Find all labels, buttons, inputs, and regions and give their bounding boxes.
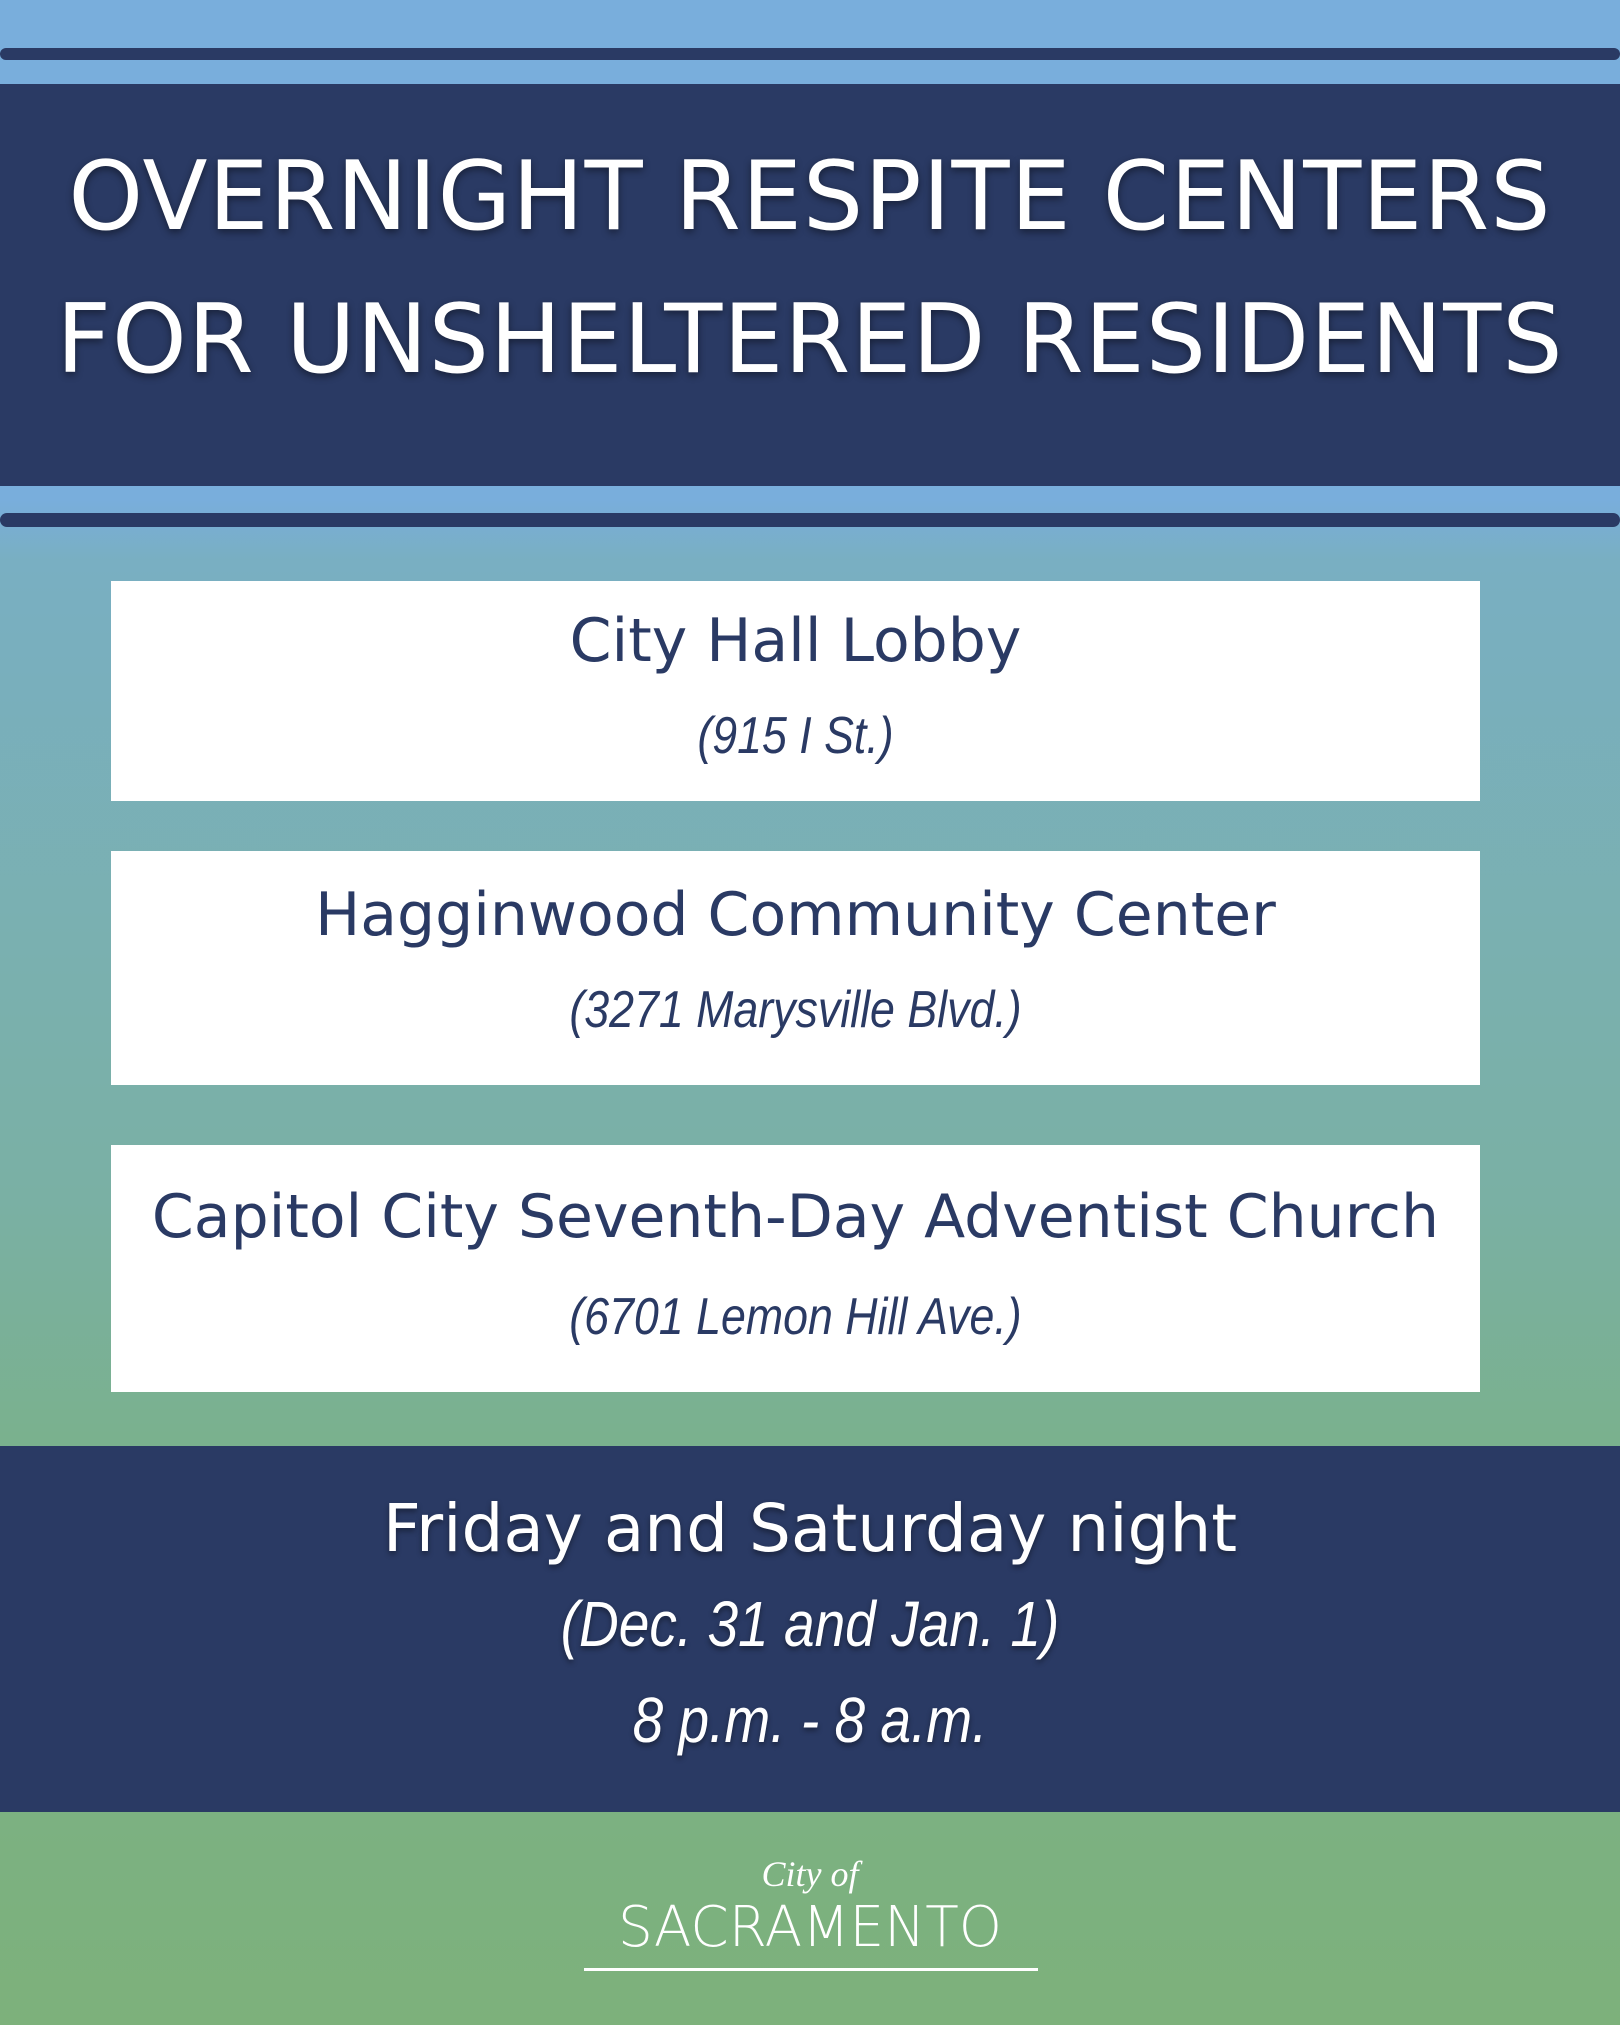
logo-city-of: City of [761,1854,859,1894]
location-name: City Hall Lobby [569,606,1022,676]
location-card-city-hall [111,581,1480,801]
title-line-1: OVERNIGHT RESPITE CENTERS [68,142,1552,252]
location-name: Capitol City Seventh-Day Adventist Church [151,1182,1440,1252]
location-card-hagginwood [111,851,1480,1085]
schedule-days: Friday and Saturday night [382,1490,1238,1567]
schedule-dates: (Dec. 31 and Jan. 1) [560,1588,1060,1660]
location-address: (3271 Marysville Blvd.) [569,981,1022,1039]
location-card-capitol-city [111,1145,1480,1392]
city-of-sacramento-logo [560,1850,1060,1980]
logo-underline [584,1968,1038,1971]
top-thin-stripe [0,48,1620,60]
location-name: Hagginwood Community Center [315,880,1276,950]
mid-thin-stripe [0,513,1620,527]
schedule-hours: 8 p.m. - 8 a.m. [632,1684,988,1756]
title-line-2: FOR UNSHELTERED RESIDENTS [56,285,1564,395]
location-address: (6701 Lemon Hill Ave.) [569,1288,1022,1346]
logo-sacramento: SACRAMENTO [617,1895,1003,1960]
location-address: (915 I St.) [697,707,894,765]
schedule-band [0,1446,1620,1812]
